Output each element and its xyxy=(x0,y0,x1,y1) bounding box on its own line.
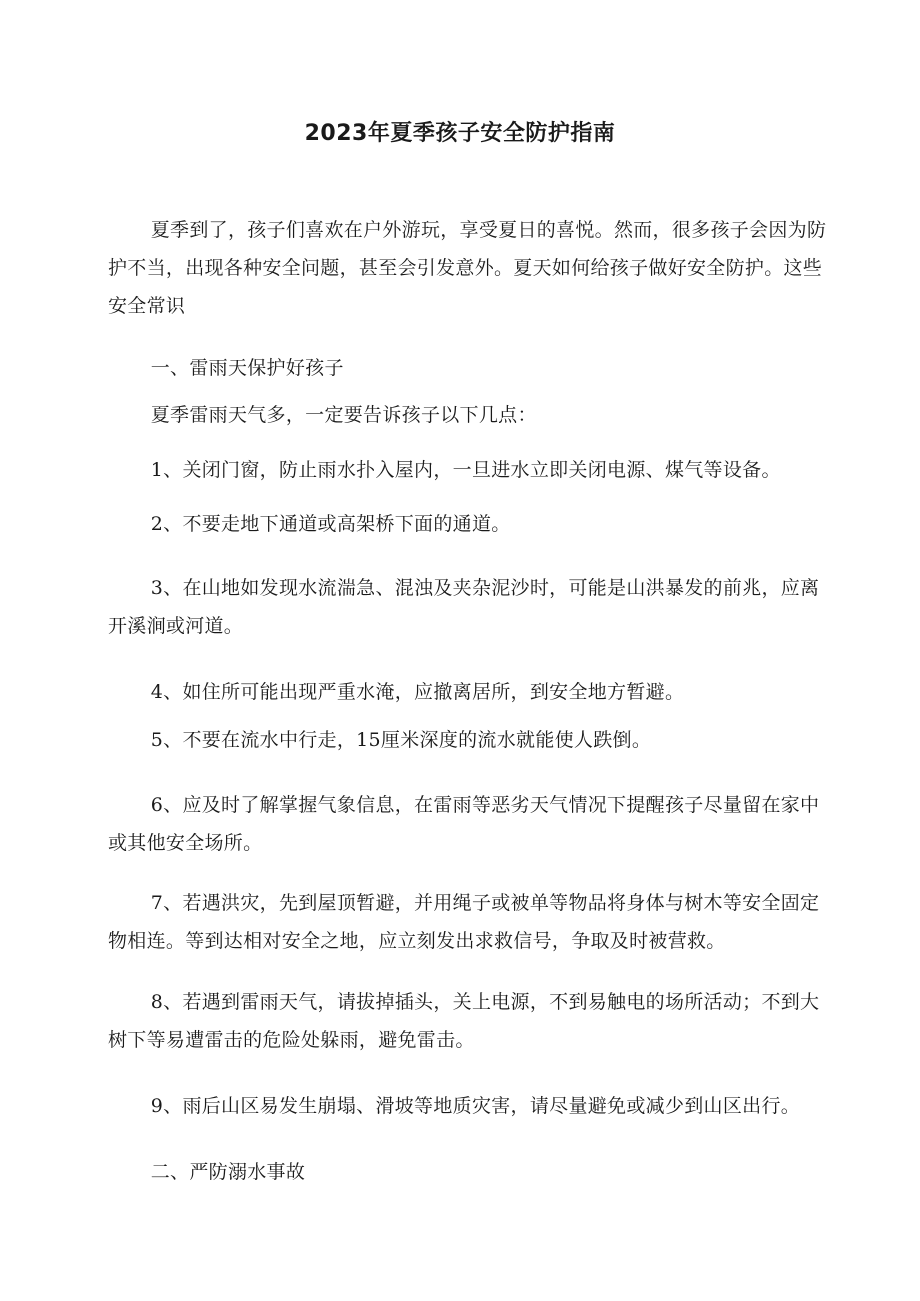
section-heading-drowning: 二、严防溺水事故 xyxy=(150,1161,306,1183)
list-item: 8、若遇到雷雨天气，请拔掉插头，关上电源，不到易触电的场所活动；不到大树下等易遭雷击的危险处躲雨，避免雷击。 xyxy=(108,991,820,1051)
list-item: 3、在山地如发现水流湍急、混浊及夹杂泥沙时，可能是山洪暴发的前兆，应离开溪涧或河道。 xyxy=(108,577,820,637)
thunderstorm-intro: 夏季雷雨天气多，一定要告诉孩子以下几点： xyxy=(150,404,537,426)
document-title: 2023年夏季孩子安全防护指南 xyxy=(304,121,616,146)
list-item: 7、若遇洪灾，先到屋顶暂避，并用绳子或被单等物品将身体与树木等安全固定物相连。等到达相对安全之地，应立刻发出求救信号，争取及时被营救。 xyxy=(108,892,820,952)
list-item: 2、不要走地下通道或高架桥下面的通道。 xyxy=(150,513,511,535)
list-item: 4、如住所可能出现严重水淹，应撤离居所，到安全地方暂避。 xyxy=(150,681,685,703)
list-item: 5、不要在流水中行走，15厘米深度的流水就能使人跌倒。 xyxy=(150,729,652,751)
section-heading-thunderstorm: 一、雷雨天保护好孩子 xyxy=(150,357,344,379)
list-item: 1、关闭门窗，防止雨水扑入屋内，一旦进水立即关闭电源、煤气等设备。 xyxy=(150,459,781,481)
list-item: 9、雨后山区易发生崩塌、滑坡等地质灾害，请尽量避免或减少到山区出行。 xyxy=(150,1095,801,1117)
intro-paragraph: 夏季到了，孩子们喜欢在户外游玩，享受夏日的喜悦。然而，很多孩子会因为防护不当，出现各种安全问题，甚至会引发意外。夏天如何给孩子做好安全防护。这些安全常识 xyxy=(108,219,827,317)
list-item: 6、应及时了解掌握气象信息，在雷雨等恶劣天气情况下提醒孩子尽量留在家中或其他安全场所。 xyxy=(108,794,820,854)
